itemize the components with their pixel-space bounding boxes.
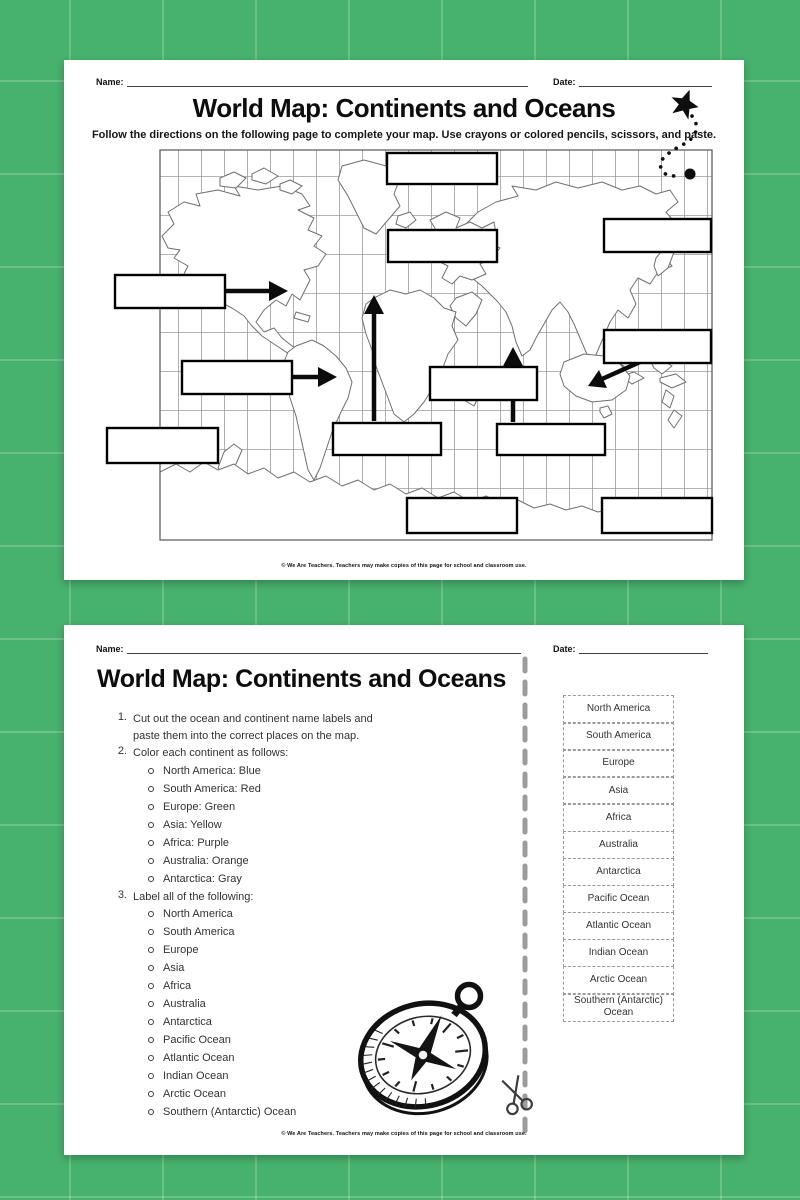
instruction-item (112, 711, 512, 744)
map-label-box (604, 219, 711, 252)
map-label-box (107, 428, 218, 463)
date-blank-line (579, 643, 708, 654)
circle-bullet-icon (148, 1019, 154, 1025)
cutout-label: Arctic Ocean (563, 966, 674, 995)
world-map-figure (64, 60, 744, 580)
map-label-box (407, 498, 517, 533)
plane-icon (667, 85, 703, 121)
instruction-sub-item (148, 870, 512, 888)
instruction-sub-item (148, 923, 512, 941)
instruction-line: Label all of the following: (133, 890, 254, 903)
compass-icon (348, 977, 498, 1127)
circle-bullet-icon (148, 911, 154, 917)
circle-bullet-icon (148, 876, 154, 882)
instruction-sub-text: South America: Red (163, 782, 261, 795)
instruction-number: 2. (117, 745, 127, 757)
instruction-sub-text: Africa: Purple (163, 836, 230, 849)
instruction-sub-text: South America (163, 926, 235, 938)
map-label-box (497, 424, 605, 455)
cutout-label: Southern (Antarctic) Ocean (563, 993, 674, 1022)
instruction-number: 3. (117, 888, 127, 901)
map-label-box (604, 330, 711, 363)
circle-bullet-icon (148, 929, 154, 935)
map-label-box (333, 423, 441, 455)
circle-bullet-icon (148, 1037, 154, 1043)
cutout-label: Pacific Ocean (563, 885, 674, 914)
map-label-box (388, 230, 497, 262)
circle-bullet-icon (148, 947, 154, 953)
instruction-sub-text: Asia: Yellow (163, 818, 222, 831)
date-field (553, 643, 708, 654)
instruction-sub-text: North America (163, 908, 233, 920)
circle-bullet-icon (148, 768, 154, 774)
name-field (96, 643, 521, 654)
page-title: World Map: Continents and Oceans (192, 93, 616, 123)
page-subtitle: Follow the directions on the following page to complete your map. Use crayons or colored pencils, scissors, and paste. (91, 129, 717, 141)
circle-bullet-icon (148, 840, 154, 846)
instruction-sub-text: Southern (Antarctic) Ocean (163, 1106, 297, 1118)
cutout-label: North America (563, 695, 674, 724)
instruction-sub-item (148, 762, 512, 780)
cutout-label: Antarctica (563, 858, 674, 887)
circle-bullet-icon (148, 822, 154, 828)
cutout-label: Atlantic Ocean (563, 912, 674, 941)
instruction-item (112, 889, 512, 906)
instruction-sub-text: Arctic Ocean (163, 1088, 226, 1100)
date-label: Date: (553, 77, 576, 87)
instruction-sub-item (148, 852, 512, 870)
cutout-label: South America (563, 722, 674, 751)
circle-bullet-icon (148, 804, 154, 810)
instruction-sub-text: Antarctica: Gray (163, 872, 242, 885)
instruction-sub-text: Europe (163, 944, 199, 956)
instruction-text (133, 889, 253, 906)
cutout-label: Europe (563, 749, 674, 778)
circle-bullet-icon (148, 858, 154, 864)
copyright-footer: © We Are Teachers. Teachers may make copies of this page for school and classroom use. (281, 563, 527, 569)
instruction-sub-text: Australia: Orange (163, 854, 249, 867)
circle-bullet-icon (148, 1091, 154, 1097)
instruction-text (133, 711, 373, 744)
name-blank-line (127, 643, 521, 654)
instruction-sub-text: Pacific Ocean (163, 1034, 231, 1046)
page-title: World Map: Continents and Oceans (97, 665, 506, 693)
date-label: Date: (553, 644, 576, 654)
instruction-sub-text: North America: Blue (163, 764, 261, 777)
instruction-line: Color each continent as follows: (133, 747, 289, 759)
instruction-sub-text: Atlantic Ocean (163, 1052, 235, 1064)
instruction-number: 1. (117, 711, 127, 723)
instruction-sub-item (148, 905, 512, 923)
circle-bullet-icon (148, 786, 154, 792)
map-label-box (115, 275, 225, 308)
worksheet-page-directions (64, 625, 744, 1155)
map-label-box (387, 153, 497, 184)
cutout-label: Indian Ocean (563, 939, 674, 968)
circle-bullet-icon (148, 983, 154, 989)
name-label: Name: (96, 644, 124, 654)
map-label-box (430, 367, 537, 400)
name-label: Name: (96, 77, 124, 87)
worksheet-page-map (64, 60, 744, 580)
instruction-sub-text: Europe: Green (163, 800, 236, 813)
instruction-sub-text: Indian Ocean (163, 1070, 229, 1082)
cutout-label: Asia (563, 776, 674, 805)
instruction-line: Cut out the ocean and continent name labels and (133, 713, 373, 725)
instruction-sub-text: Asia (163, 962, 185, 974)
circle-bullet-icon (148, 1109, 154, 1115)
circle-bullet-icon (148, 1073, 154, 1079)
destination-dot-icon (685, 169, 696, 180)
map-label-box (602, 498, 712, 533)
cutout-label: Australia (563, 831, 674, 860)
circle-bullet-icon (148, 1001, 154, 1007)
cut-line (520, 653, 530, 1139)
instruction-sub-item (148, 834, 512, 852)
cutout-label: Africa (563, 803, 674, 832)
map-label-box (182, 361, 292, 394)
instruction-sub-item (148, 941, 512, 959)
cutout-label-stack (563, 695, 674, 1022)
instruction-line: paste them into the correct places on the map. (133, 729, 360, 742)
instruction-sub-item (148, 959, 512, 977)
instruction-sub-text: Africa (163, 980, 192, 992)
instruction-sub-item (148, 798, 512, 816)
circle-bullet-icon (148, 1055, 154, 1061)
instruction-text (133, 745, 288, 762)
instruction-item (112, 745, 512, 762)
copyright-footer: © We Are Teachers. Teachers may make copies of this page for school and classroom use. (281, 1131, 527, 1137)
instruction-sub-text: Antarctica (163, 1016, 212, 1028)
circle-bullet-icon (148, 965, 154, 971)
instruction-sub-item (148, 816, 512, 834)
instruction-sub-text: Australia (163, 998, 206, 1010)
instruction-sub-item (148, 780, 512, 798)
